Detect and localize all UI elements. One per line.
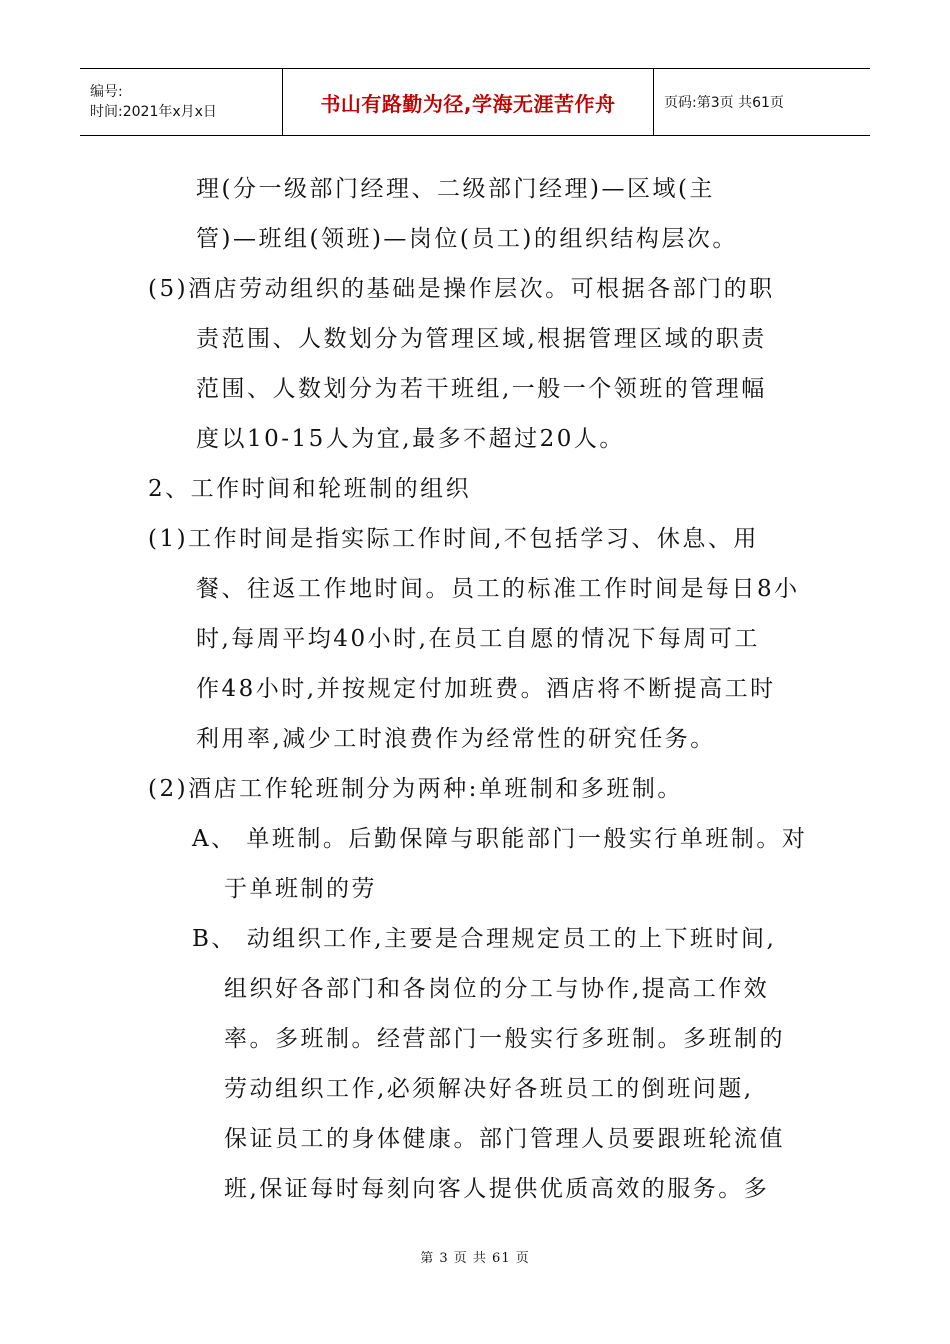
header-motto: 书山有路勤为径,学海无涯苦作舟 — [320, 91, 616, 116]
header-motto-cell — [282, 69, 654, 135]
body-line: 率。多班制。经营部门一般实行多班制。多班制的 — [224, 1026, 785, 1052]
body-line: 班,保证每时每刻向客人提供优质高效的服务。多 — [224, 1176, 770, 1202]
body-line: 理(分一级部门经理、二级部门经理)—区域(主 — [196, 176, 715, 202]
body-line: 利用率,减少工时浪费作为经常性的研究任务。 — [196, 726, 716, 752]
document-number-label: 编号: — [90, 84, 123, 100]
body-line: 责范围、人数划分为管理区域,根据管理区域的职责 — [196, 326, 767, 352]
section-heading: 2、工作时间和轮班制的组织 — [148, 476, 472, 502]
body-line: 劳动组织工作,必须解决好各班员工的倒班问题, — [224, 1076, 754, 1102]
list-item-a: A、 单班制。后勤保障与职能部门一般实行单班制。对 — [192, 826, 808, 852]
body-line: 于单班制的劳 — [224, 876, 377, 902]
header-left-cell — [80, 69, 282, 135]
body-line: 保证员工的身体健康。部门管理人员要跟班轮流值 — [224, 1126, 785, 1152]
header-page-info: 页码:第3页 共61页 — [664, 95, 784, 111]
document-time-label: 时间:2021年x月x日 — [90, 104, 217, 120]
body-line: 组织好各部门和各岗位的分工与协作,提高工作效 — [224, 976, 770, 1002]
page-footer — [0, 1247, 950, 1266]
body-line: 度以10-15人为宜,最多不超过20人。 — [196, 426, 625, 452]
body-line: 作48小时,并按规定付加班费。酒店将不断提高工时 — [196, 676, 776, 702]
footer-page-number: 第 3 页 共 61 页 — [420, 1251, 530, 1266]
header-right-cell — [654, 69, 870, 135]
body-line: (2)酒店工作轮班制分为两种:单班制和多班制。 — [148, 776, 683, 802]
body-line: 范围、人数划分为若干班组,一般一个领班的管理幅 — [196, 376, 767, 402]
body-line: (5)酒店劳动组织的基础是操作层次。可根据各部门的职 — [148, 276, 775, 302]
body-line: 餐、往返工作地时间。员工的标准工作时间是每日8小 — [196, 576, 800, 602]
page-header — [80, 68, 870, 136]
body-line: (1)工作时间是指实际工作时间,不包括学习、休息、用 — [148, 526, 759, 552]
list-item-b: B、 动组织工作,主要是合理规定员工的上下班时间, — [192, 926, 777, 952]
body-line: 管)—班组(领班)—岗位(员工)的组织结构层次。 — [196, 226, 738, 252]
body-line: 时,每周平均40小时,在员工自愿的情况下每周可工 — [196, 626, 760, 652]
